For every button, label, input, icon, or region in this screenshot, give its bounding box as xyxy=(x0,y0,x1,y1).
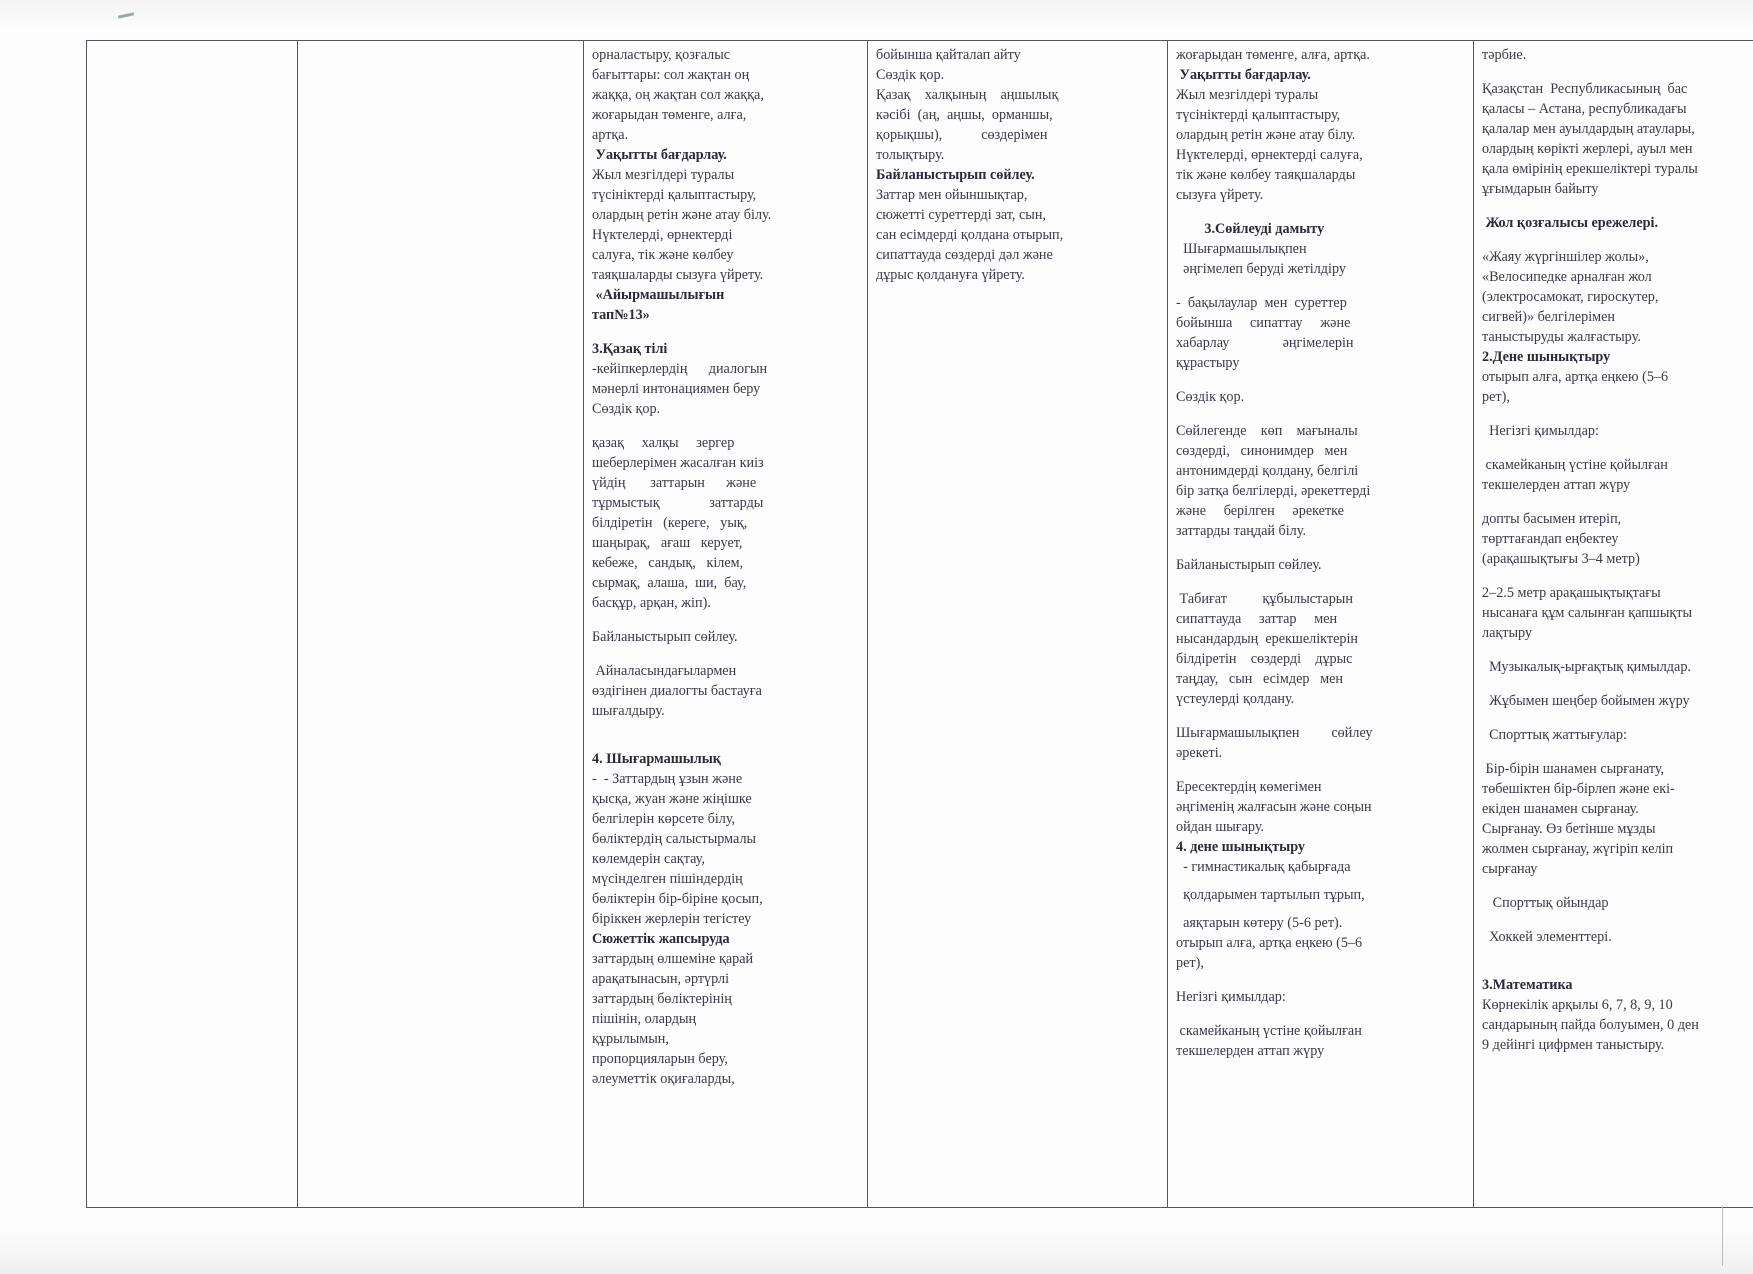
text-line: тәрбие. xyxy=(1482,47,1527,63)
text-line: біріккен жерлерін тегістеу xyxy=(592,911,752,927)
text-line: хабарлау әңгімелерін xyxy=(1176,335,1354,351)
text-line: шаңырақ, ағаш керует, xyxy=(592,535,743,551)
text-line: Заттар мен ойыншықтар, xyxy=(876,187,1028,203)
text-line: олардың ретін және атау білу. xyxy=(592,207,772,223)
text-line: -кейіпкерлердің диалогын xyxy=(592,361,768,377)
text-line: сырмақ, алаша, ши, бау, xyxy=(592,575,747,591)
text-line: Негізгі қимылдар: xyxy=(1482,423,1599,439)
section-heading: 3.Қазақ тілі xyxy=(592,341,668,357)
section-heading: Уақытты бағдарлау. xyxy=(1176,67,1311,83)
line-gap xyxy=(1482,233,1753,247)
line-gap xyxy=(1482,495,1753,509)
text-line: олардың ретін және атау білу. xyxy=(1176,127,1356,143)
line-gap xyxy=(1482,65,1753,79)
text-line: заттарды таңдай білу. xyxy=(1176,523,1306,539)
section-heading: Уақытты бағдарлау. xyxy=(592,147,727,163)
text-line: бағыттары: сол жақтан оң xyxy=(592,67,750,83)
text-line: пішінін, олардың xyxy=(592,1011,697,1027)
text-line: Сөздік қор. xyxy=(592,401,661,417)
line-gap xyxy=(1176,205,1465,219)
text-line: үйдің заттарын және xyxy=(592,475,757,491)
line-gap xyxy=(1176,877,1465,885)
empty-cell-section xyxy=(298,41,584,1208)
text-line: қолдарымен тартылып тұрып, xyxy=(1176,887,1365,903)
text-line: таныстыруды жалғастыру. xyxy=(1482,329,1641,345)
text-line: құрастыру xyxy=(1176,355,1240,371)
text-line: кебеже, сандық, кілем, xyxy=(592,555,744,571)
text-line: Сөздік қор. xyxy=(876,67,945,83)
line-gap xyxy=(1176,763,1465,777)
text-line: 2–2.5 метр арақашықтықтағы xyxy=(1482,585,1661,601)
text-line: қала өмірінің ерекшеліктері туралы xyxy=(1482,161,1698,177)
text-line: қалалар мен ауылдардың атаулары, xyxy=(1482,121,1695,137)
text-line: қорықшы), сөздерімен xyxy=(876,127,1048,143)
text-line: әлеуметтік оқиғаларды, xyxy=(592,1071,735,1087)
text-line: отырып алға, артқа еңкею (5–6 xyxy=(1176,935,1363,951)
text-line: текшелерден аттап жүру xyxy=(1176,1043,1325,1059)
text-line: тұрмыстық заттарды xyxy=(592,495,764,511)
text-line: таяқшаларды сызуға үйрету. xyxy=(592,267,764,283)
text-line: Негізгі қимылдар: xyxy=(1176,989,1286,1005)
section-heading: 2.Дене шынықтыру xyxy=(1482,349,1611,365)
section-heading: 3.Математика xyxy=(1482,977,1573,993)
text-line: шеберлерімен жасалған киіз xyxy=(592,455,764,471)
text-line: Нүктелерді, өрнектерді салуға, xyxy=(1176,147,1363,163)
empty-cell-group xyxy=(87,41,298,1208)
text-line: Байланыстырып сөйлеу. xyxy=(1176,557,1322,573)
text-line: заттардың өлшеміне қарай xyxy=(592,951,754,967)
cell-col4 xyxy=(1168,41,1474,1208)
text-line: артқа. xyxy=(592,127,629,143)
cell-col2 xyxy=(584,41,868,1208)
text-line: антонимдерді қолдану, белгілі xyxy=(1176,463,1359,479)
text-line: орналастыру, қозғалыс xyxy=(592,47,731,63)
line-gap xyxy=(1482,569,1753,583)
text-line: рет), xyxy=(1482,389,1510,405)
text-line: білдіретін сөздерді дұрыс xyxy=(1176,651,1353,667)
text-line: толықтыру. xyxy=(876,147,945,163)
line-gap xyxy=(1482,407,1753,421)
text-line: әңгімелеп беруді жетілдіру xyxy=(1176,261,1346,277)
line-gap xyxy=(1176,1007,1465,1021)
text-line: және берілген әрекетке xyxy=(1176,503,1344,519)
text-line: скамейканың үстіне қойылған xyxy=(1482,457,1668,473)
text-line: Шығармашылықпен сөйлеу xyxy=(1176,725,1373,741)
section-heading: Байланыстырып сөйлеу. xyxy=(876,167,1035,183)
text-line: салуға, тік және көлбеу xyxy=(592,247,734,263)
line-gap xyxy=(1482,711,1753,725)
line-gap xyxy=(1482,745,1753,759)
text-line: қысқа, жуан және жіңішке xyxy=(592,791,752,807)
text-line: сипаттауда сөздерді дәл және xyxy=(876,247,1053,263)
text-line: скамейканың үстіне қойылған xyxy=(1176,1023,1362,1039)
section-heading: 4. дене шынықтыру xyxy=(1176,839,1306,855)
text-line: 9 дейінгі цифрмен таныстыру. xyxy=(1482,1037,1665,1053)
line-gap xyxy=(1176,373,1465,387)
text-line: сызуға үйрету. xyxy=(1176,187,1264,203)
text-line: қаласы – Астана, республикадағы xyxy=(1482,101,1687,117)
line-gap xyxy=(1482,913,1753,927)
text-line: жоғарыдан төменге, алға, xyxy=(592,107,747,123)
text-line: ұғымдарын байыту xyxy=(1482,181,1599,197)
line-gap xyxy=(1176,973,1465,987)
text-line: мүсінделген пішіндердің xyxy=(592,871,743,887)
line-gap xyxy=(592,721,859,735)
scan-margin-line xyxy=(1722,1206,1723,1266)
text-line: жоғарыдан төменге, алға, артқа. xyxy=(1176,47,1370,63)
text-line: Жұбымен шеңбер бойымен жүру xyxy=(1482,693,1690,709)
text-line: түсініктерді қалыптастыру, xyxy=(1176,107,1341,123)
section-heading: 4. Шығармашылық xyxy=(592,751,721,767)
text-line: Спорттық ойындар xyxy=(1482,895,1609,911)
text-line: жаққа, оң жақтан сол жаққа, xyxy=(592,87,764,103)
line-gap xyxy=(592,735,859,749)
line-gap xyxy=(1176,279,1465,293)
text-line: «Велосипедке арналған жол xyxy=(1482,269,1652,285)
section-heading: Сюжеттік жапсыруда xyxy=(592,931,730,947)
text-line: Айналасындағылармен xyxy=(592,663,737,679)
text-line: бойынша қайталап айту xyxy=(876,47,1021,63)
line-gap xyxy=(1482,677,1753,691)
text-line: Қазақ халқының аңшылық xyxy=(876,87,1059,103)
text-line: Байланыстырып сөйлеу. xyxy=(592,629,738,645)
line-gap xyxy=(1482,961,1753,975)
text-line: екіден шанамен сырғанау. xyxy=(1482,801,1639,817)
text-line: Музыкалық-ырғақтық қимылдар. xyxy=(1482,659,1691,675)
text-line: Жыл мезгілдері туралы xyxy=(1176,87,1319,103)
text-line: рет), xyxy=(1176,955,1204,971)
text-line: білдіретін (кереге, уық, xyxy=(592,515,748,531)
line-gap xyxy=(1482,441,1753,455)
text-line: - - Заттардың ұзын және xyxy=(592,771,743,787)
text-line: сандарының пайда болуымен, 0 ден xyxy=(1482,1017,1699,1033)
text-line: өздігінен диалогты бастауға xyxy=(592,683,762,699)
text-line: - гимнастикалық қабырғада xyxy=(1176,859,1351,875)
text-line: жолмен сырғанау, жүгіріп келіп xyxy=(1482,841,1674,857)
text-line: (арақашықтығы 3–4 метр) xyxy=(1482,551,1640,567)
text-line: құрылымын, xyxy=(592,1031,669,1047)
text-line: Ересектердің көмегімен xyxy=(1176,779,1322,795)
text-line: Шығармашылықпен xyxy=(1176,241,1307,257)
text-line: Табиғат құбылыстарын xyxy=(1176,591,1353,607)
line-gap xyxy=(1176,709,1465,723)
text-line: әрекеті. xyxy=(1176,745,1223,761)
text-line: Сөздік қор. xyxy=(1176,389,1245,405)
text-line: пропорцияларын беру, xyxy=(592,1051,728,1067)
text-line: Қазақстан Республикасының бас xyxy=(1482,81,1688,97)
text-line: - бақылаулар мен суреттер xyxy=(1176,295,1347,311)
line-gap xyxy=(1176,541,1465,555)
line-gap xyxy=(1482,643,1753,657)
text-line: тік және көлбеу таяқшаларды xyxy=(1176,167,1356,183)
text-line: Спорттық жаттығулар: xyxy=(1482,727,1627,743)
lesson-plan-table xyxy=(86,40,1753,1208)
text-line: Көрнекілік арқылы 6, 7, 8, 9, 10 xyxy=(1482,997,1673,1013)
text-line: әңгіменің жалғасын және соңын xyxy=(1176,799,1372,815)
text-line: бөліктерін бір-біріне қосып, xyxy=(592,891,763,907)
text-line: «Жаяу жүргіншілер жолы», xyxy=(1482,249,1649,265)
text-line: ойдан шығару. xyxy=(1176,819,1265,835)
text-line: шығалдыру. xyxy=(592,703,665,719)
line-gap xyxy=(1482,879,1753,893)
text-line: текшелерден аттап жүру xyxy=(1482,477,1631,493)
line-gap xyxy=(592,647,859,661)
cell-col5 xyxy=(1474,41,1753,1208)
line-gap xyxy=(592,419,859,433)
line-gap xyxy=(1482,947,1753,961)
text-line: төрттағандап еңбектеу xyxy=(1482,531,1619,547)
text-line: Хоккей элементтері. xyxy=(1482,929,1612,945)
text-line: допты басымен итеріп, xyxy=(1482,511,1622,527)
text-line: бойынша сипаттау және xyxy=(1176,315,1351,331)
text-line: Сырғанау. Өз бетінше мұзды xyxy=(1482,821,1656,837)
text-line: мәнерлі интонациямен беру xyxy=(592,381,761,397)
text-line: сипаттауда заттар мен xyxy=(1176,611,1338,627)
section-heading: 3.Сөйлеуді дамыту xyxy=(1176,221,1325,237)
text-line: төбешіктен бір-бірлеп және екі- xyxy=(1482,781,1675,797)
table-row xyxy=(87,41,1753,1208)
section-heading: Жол қозғалысы ережелері. xyxy=(1482,215,1659,231)
text-line: олардың көрікті жерлері, ауыл мен xyxy=(1482,141,1693,157)
text-line: Сөйлегенде көп мағыналы xyxy=(1176,423,1358,439)
text-line: Жыл мезгілдері туралы xyxy=(592,167,735,183)
text-line: көлемдерін сақтау, xyxy=(592,851,705,867)
text-line: үстеулерді қолдану. xyxy=(1176,691,1295,707)
text-line: Бір-бірін шанамен сырғанату, xyxy=(1482,761,1665,777)
text-line: қазақ халқы зергер xyxy=(592,435,735,451)
text-line: кәсібі (аң, аңшы, орманшы, xyxy=(876,107,1053,123)
line-gap xyxy=(592,613,859,627)
text-line: түсініктерді қалыптастыру, xyxy=(592,187,757,203)
text-line: Нүктелерді, өрнектерді xyxy=(592,227,733,243)
section-heading: «Айырмашылығын xyxy=(592,287,725,303)
text-line: сюжетті суреттерді зат, сын, xyxy=(876,207,1046,223)
text-line: нысанаға құм салынған қапшықты xyxy=(1482,605,1692,621)
text-line: сөздерді, синонимдер мен xyxy=(1176,443,1348,459)
line-gap xyxy=(1176,407,1465,421)
section-heading: тап№13» xyxy=(592,307,650,323)
text-line: аяқтарын көтеру (5-6 рет). xyxy=(1176,915,1343,931)
line-gap xyxy=(592,325,859,339)
text-line: басқұр, арқан, жіп). xyxy=(592,595,711,611)
text-line: (электросамокат, гироскутер, xyxy=(1482,289,1659,305)
text-line: сан есімдерді қолдана отырып, xyxy=(876,227,1064,243)
text-line: отырып алға, артқа еңкею (5–6 xyxy=(1482,369,1669,385)
text-line: нысандардың ерекшеліктерін xyxy=(1176,631,1358,647)
text-line: бір затқа белгілерді, әрекеттерді xyxy=(1176,483,1371,499)
line-gap xyxy=(1482,199,1753,213)
text-line: лақтыру xyxy=(1482,625,1533,641)
line-gap xyxy=(1176,905,1465,913)
text-line: сырғанау xyxy=(1482,861,1538,877)
cell-col3 xyxy=(868,41,1168,1208)
text-line: заттардың бөліктерінің xyxy=(592,991,732,1007)
text-line: таңдау, сын есімдер мен xyxy=(1176,671,1343,687)
line-gap xyxy=(1176,575,1465,589)
text-line: сигвей)» белгілерімен xyxy=(1482,309,1616,325)
text-line: дұрыс қолдануға үйрету. xyxy=(876,267,1025,283)
text-line: арақатынасын, әртүрлі xyxy=(592,971,730,987)
text-line: белгілерін көрсете білу, xyxy=(592,811,736,827)
text-line: бөліктердің салыстырмалы xyxy=(592,831,757,847)
